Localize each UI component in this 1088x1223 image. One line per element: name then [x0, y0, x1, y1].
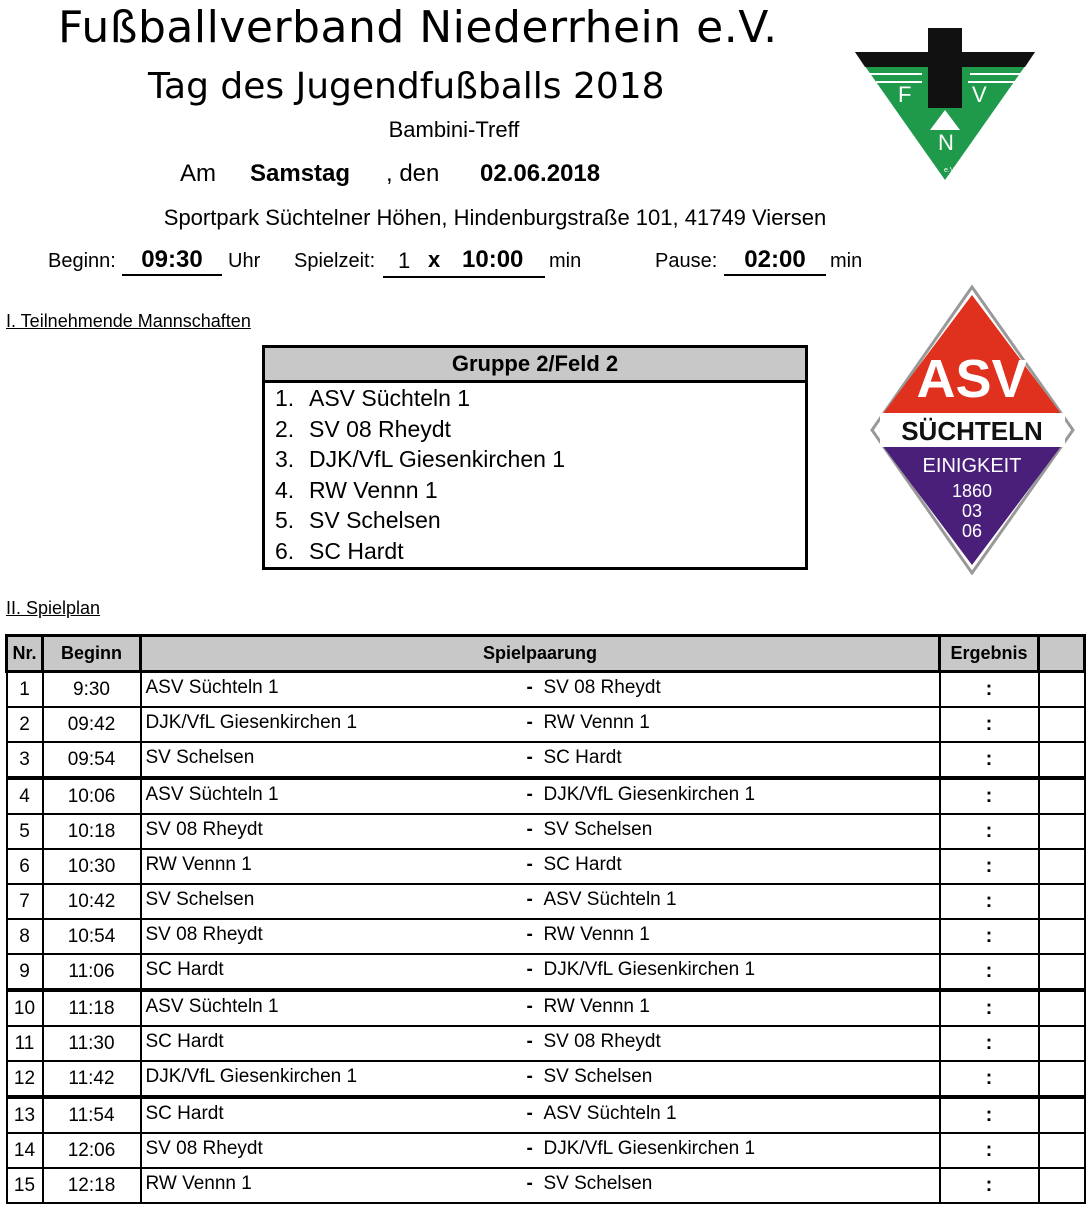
match-pairing	[141, 990, 940, 1026]
section-teams-heading: I. Teilnehmende Mannschaften	[6, 311, 251, 331]
home-team: SV Schelsen	[145, 747, 255, 768]
venue: Sportpark Süchtelner Höhen, Hindenburgstraße 101, 41749 Viersen	[163, 205, 827, 230]
away-team: RW Vennn 1	[543, 924, 650, 945]
event-date: 02.06.2018	[480, 160, 601, 187]
match-pairing	[141, 814, 940, 849]
table-row	[7, 742, 1085, 778]
away-team: SC Hardt	[543, 747, 622, 768]
extra-cell	[1039, 954, 1085, 990]
header-nr: Nr.	[7, 636, 43, 672]
home-team: SV Schelsen	[145, 889, 255, 910]
result-cell: :	[940, 1133, 1039, 1168]
away-team: RW Vennn 1	[543, 996, 650, 1017]
match-number: 11	[7, 1026, 43, 1061]
away-team: SV Schelsen	[543, 1066, 653, 1087]
event-subtitle: Bambini-Treff	[388, 117, 520, 142]
match-time: 10:06	[43, 778, 141, 814]
extra-cell	[1039, 919, 1085, 954]
team-item	[265, 475, 805, 506]
match-time: 09:42	[43, 707, 141, 742]
team-item	[265, 505, 805, 536]
home-team: ASV Süchteln 1	[145, 996, 279, 1017]
pairing-separator: -	[526, 996, 533, 1017]
asv-year: 1860	[951, 481, 993, 501]
match-pairing	[141, 1133, 940, 1168]
home-team: SV 08 Rheydt	[145, 1138, 263, 1159]
home-team: DJK/VfL Giesenkirchen 1	[145, 712, 358, 733]
match-time: 10:42	[43, 884, 141, 919]
result-cell: :	[940, 742, 1039, 778]
match-number: 4	[7, 778, 43, 814]
table-row	[7, 849, 1085, 884]
asv-num2: 06	[961, 521, 983, 541]
table-row	[7, 954, 1085, 990]
min-label-2: min	[830, 250, 863, 272]
match-number: 10	[7, 990, 43, 1026]
away-team: ASV Süchteln 1	[543, 1103, 677, 1124]
pairing-separator: -	[526, 924, 533, 945]
asv-logo	[870, 285, 1075, 575]
fvn-v: V	[972, 82, 987, 107]
match-pairing	[141, 742, 940, 778]
home-team: SV 08 Rheydt	[145, 924, 263, 945]
asv-num1: 03	[961, 501, 983, 521]
team-name: SV 08 Rheydt	[309, 415, 451, 442]
beginn-value: 09:30	[122, 246, 222, 276]
team-number: 1.	[275, 385, 295, 411]
result-cell: :	[940, 849, 1039, 884]
group-box	[262, 345, 808, 570]
match-number: 7	[7, 884, 43, 919]
spielzeit-x: x	[428, 247, 441, 272]
extra-cell	[1039, 1026, 1085, 1061]
home-team: ASV Süchteln 1	[145, 677, 279, 698]
home-team: ASV Süchteln 1	[145, 784, 279, 805]
pairing-separator: -	[526, 819, 533, 840]
pairing-separator: -	[526, 747, 533, 768]
team-number: 5.	[275, 507, 295, 534]
match-number: 2	[7, 707, 43, 742]
fvn-logo	[850, 22, 1040, 182]
team-name: ASV Süchteln 1	[309, 385, 471, 411]
team-number: 4.	[275, 476, 295, 503]
match-pairing	[141, 954, 940, 990]
match-time: 12:06	[43, 1133, 141, 1168]
group-title: Gruppe 2/Feld 2	[265, 348, 805, 383]
home-team: SC Hardt	[145, 1031, 224, 1052]
pairing-separator: -	[526, 784, 533, 805]
min-label-1: min	[549, 250, 582, 272]
match-number: 15	[7, 1168, 43, 1203]
section-schedule-heading: II. Spielplan	[6, 598, 101, 618]
match-time: 12:18	[43, 1168, 141, 1203]
pairing-separator: -	[526, 959, 533, 980]
team-name: SV Schelsen	[309, 507, 441, 534]
extra-cell	[1039, 814, 1085, 849]
team-number: 3.	[275, 446, 295, 473]
pairing-separator: -	[526, 889, 533, 910]
schedule-body	[7, 672, 1085, 1204]
match-pairing	[141, 849, 940, 884]
match-pairing	[141, 1168, 940, 1203]
den-label: , den	[386, 160, 440, 187]
table-row	[7, 1026, 1085, 1061]
table-row	[7, 1133, 1085, 1168]
extra-cell	[1039, 1061, 1085, 1097]
header-extra	[1039, 636, 1085, 672]
result-cell: :	[940, 814, 1039, 849]
team-list	[265, 383, 805, 567]
pairing-separator: -	[526, 1066, 533, 1087]
extra-cell	[1039, 778, 1085, 814]
match-time: 09:54	[43, 742, 141, 778]
result-cell: :	[940, 778, 1039, 814]
match-time: 9:30	[43, 672, 141, 708]
table-row	[7, 1097, 1085, 1133]
asv-top: ASV	[916, 349, 1028, 409]
asv-lower: EINIGKEIT	[922, 455, 1022, 477]
team-item	[265, 444, 805, 475]
team-item	[265, 536, 805, 567]
match-number: 8	[7, 919, 43, 954]
match-number: 14	[7, 1133, 43, 1168]
table-row	[7, 919, 1085, 954]
match-number: 3	[7, 742, 43, 778]
match-pairing	[141, 1061, 940, 1097]
extra-cell	[1039, 672, 1085, 708]
table-row	[7, 884, 1085, 919]
match-time: 11:18	[43, 990, 141, 1026]
match-number: 1	[7, 672, 43, 708]
weekday: Samstag	[250, 160, 351, 187]
match-time: 11:42	[43, 1061, 141, 1097]
org-title: Fußballverband Niederrhein e.V.	[58, 2, 778, 53]
away-team: SV 08 Rheydt	[543, 1031, 661, 1052]
team-name: RW Vennn 1	[309, 476, 438, 503]
match-number: 9	[7, 954, 43, 990]
match-number: 13	[7, 1097, 43, 1133]
pairing-separator: -	[526, 1138, 533, 1159]
am-label: Am	[180, 160, 216, 187]
away-team: DJK/VfL Giesenkirchen 1	[543, 1138, 756, 1159]
home-team: RW Vennn 1	[145, 854, 252, 875]
extra-cell	[1039, 1168, 1085, 1203]
pairing-separator: -	[526, 677, 533, 698]
result-cell: :	[940, 1026, 1039, 1061]
away-team: SV Schelsen	[543, 819, 653, 840]
match-number: 6	[7, 849, 43, 884]
match-time: 10:18	[43, 814, 141, 849]
table-row	[7, 1061, 1085, 1097]
home-team: DJK/VfL Giesenkirchen 1	[145, 1066, 358, 1087]
extra-cell	[1039, 707, 1085, 742]
match-time: 11:06	[43, 954, 141, 990]
fvn-n: N	[938, 130, 954, 155]
header-beginn: Beginn	[43, 636, 141, 672]
away-team: SV Schelsen	[543, 1173, 653, 1194]
pairing-separator: -	[526, 712, 533, 733]
match-pairing	[141, 672, 940, 708]
extra-cell	[1039, 990, 1085, 1026]
table-row	[7, 672, 1085, 708]
match-time: 11:54	[43, 1097, 141, 1133]
pause-label: Pause:	[655, 250, 718, 272]
pairing-separator: -	[526, 1173, 533, 1194]
table-row	[7, 1168, 1085, 1203]
match-pairing	[141, 884, 940, 919]
beginn-label: Beginn:	[48, 250, 116, 272]
result-cell: :	[940, 884, 1039, 919]
schedule-table	[5, 634, 1086, 1204]
table-row	[7, 814, 1085, 849]
result-cell: :	[940, 1061, 1039, 1097]
away-team: SC Hardt	[543, 854, 622, 875]
header-result: Ergebnis	[940, 636, 1039, 672]
away-team: RW Vennn 1	[543, 712, 650, 733]
extra-cell	[1039, 742, 1085, 778]
result-cell: :	[940, 990, 1039, 1026]
team-item	[265, 414, 805, 445]
table-row	[7, 990, 1085, 1026]
pairing-separator: -	[526, 1103, 533, 1124]
match-pairing	[141, 919, 940, 954]
result-cell: :	[940, 1168, 1039, 1203]
uhr-label: Uhr	[228, 250, 261, 272]
fvn-ev: e.V.	[944, 167, 956, 174]
home-team: SC Hardt	[145, 1103, 224, 1124]
home-team: RW Vennn 1	[145, 1173, 252, 1194]
away-team: DJK/VfL Giesenkirchen 1	[543, 784, 756, 805]
home-team: SV 08 Rheydt	[145, 819, 263, 840]
result-cell: :	[940, 919, 1039, 954]
team-name: DJK/VfL Giesenkirchen 1	[309, 446, 566, 473]
result-cell: :	[940, 672, 1039, 708]
match-number: 5	[7, 814, 43, 849]
extra-cell	[1039, 1097, 1085, 1133]
result-cell: :	[940, 707, 1039, 742]
extra-cell	[1039, 1133, 1085, 1168]
spielzeit-count: 1	[398, 248, 411, 273]
match-pairing	[141, 707, 940, 742]
match-time: 10:30	[43, 849, 141, 884]
away-team: DJK/VfL Giesenkirchen 1	[543, 959, 756, 980]
result-cell: :	[940, 1097, 1039, 1133]
table-row	[7, 707, 1085, 742]
extra-cell	[1039, 849, 1085, 884]
team-number: 6.	[275, 537, 295, 564]
match-time: 11:30	[43, 1026, 141, 1061]
match-number: 12	[7, 1061, 43, 1097]
team-number: 2.	[275, 415, 295, 442]
away-team: ASV Süchteln 1	[543, 889, 677, 910]
extra-cell	[1039, 884, 1085, 919]
match-time: 10:54	[43, 919, 141, 954]
pause-value: 02:00	[724, 246, 826, 276]
away-team: SV 08 Rheydt	[543, 677, 661, 698]
pairing-separator: -	[526, 854, 533, 875]
team-item	[265, 383, 805, 414]
match-pairing	[141, 1026, 940, 1061]
match-pairing	[141, 778, 940, 814]
fvn-f: F	[898, 82, 912, 107]
table-row	[7, 778, 1085, 814]
spielzeit-value: 10:00	[462, 246, 524, 273]
pairing-separator: -	[526, 1031, 533, 1052]
spielzeit-label: Spielzeit:	[294, 250, 376, 272]
header-pairing: Spielpaarung	[141, 636, 940, 672]
schedule-header-row	[7, 636, 1085, 672]
asv-middle: SÜCHTELN	[901, 416, 1043, 446]
team-name: SC Hardt	[309, 537, 404, 564]
result-cell: :	[940, 954, 1039, 990]
home-team: SC Hardt	[145, 959, 224, 980]
match-pairing	[141, 1097, 940, 1133]
event-title: Tag des Jugendfußballs 2018	[148, 66, 665, 107]
spielzeit-underline	[383, 276, 545, 278]
